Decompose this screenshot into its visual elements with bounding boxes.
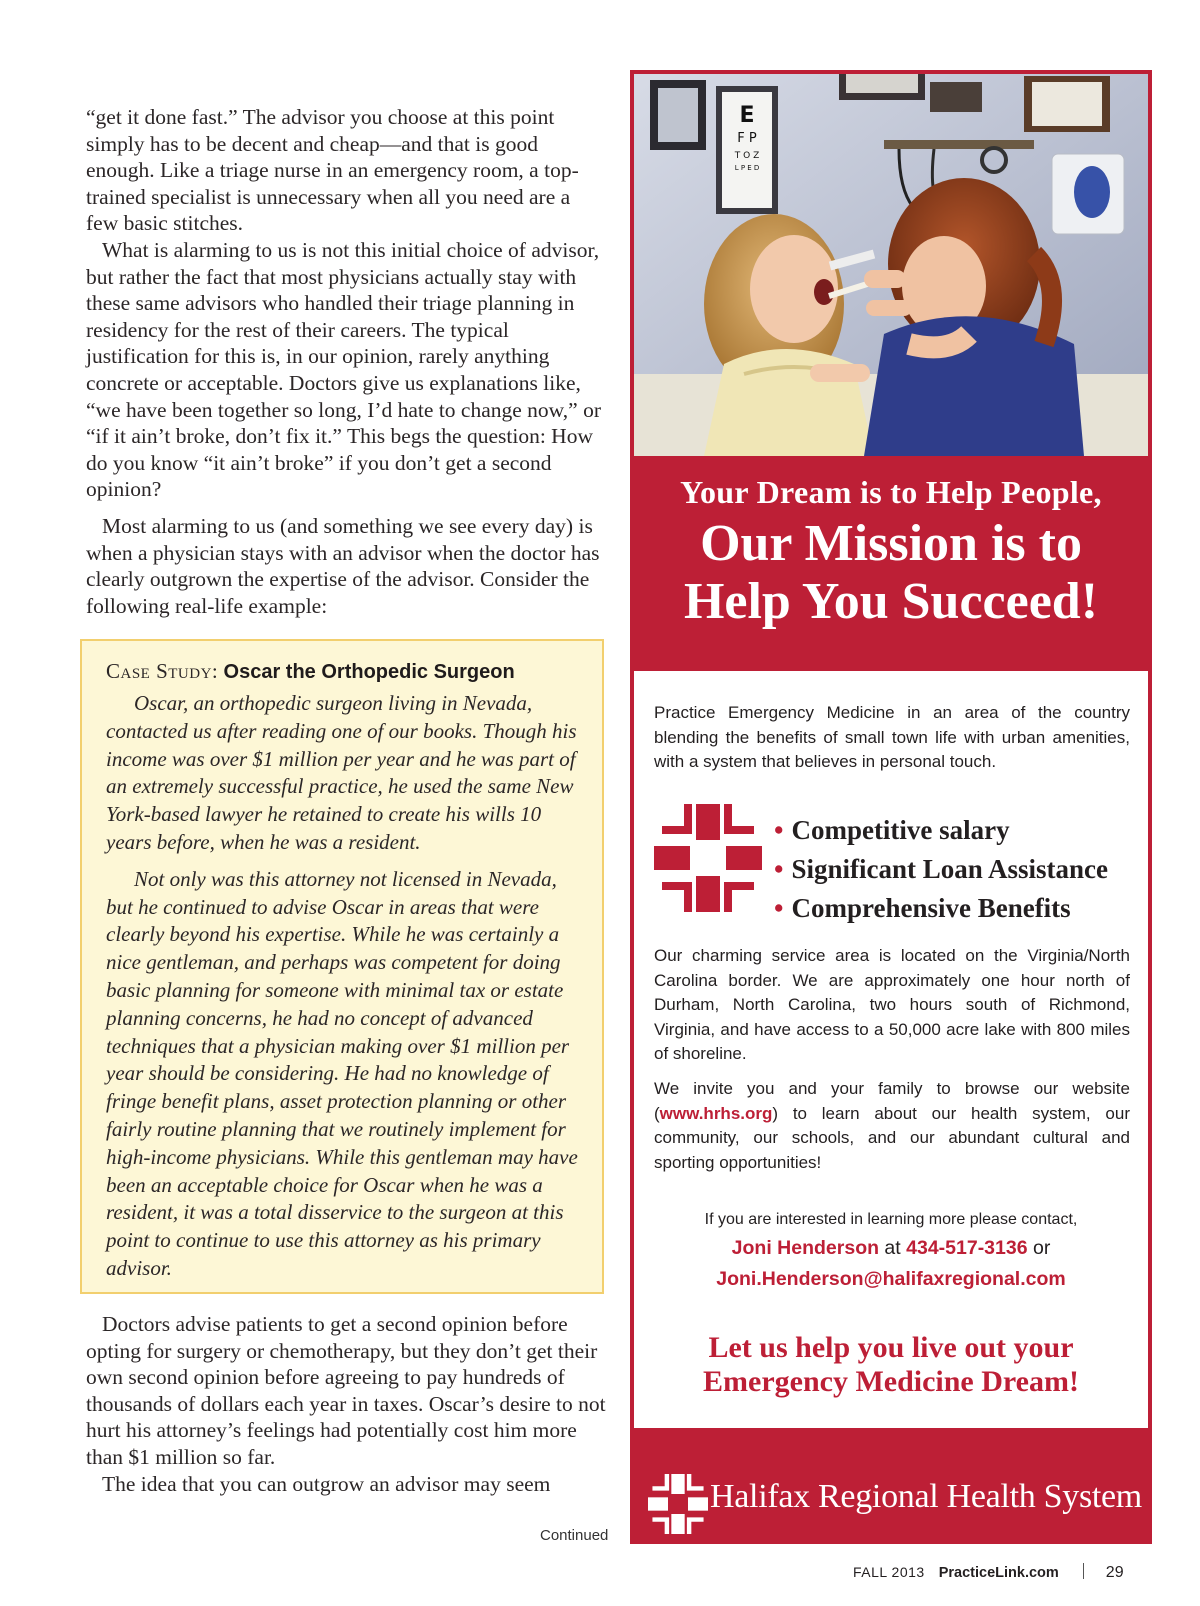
article-column-continued <box>86 1311 606 1497</box>
ad-headline-small: Your Dream is to Help People, <box>680 474 1102 510</box>
article-column <box>86 104 606 619</box>
contact-line <box>634 1237 1148 1260</box>
page-number: 29 <box>1105 1564 1124 1581</box>
contact-email-link[interactable]: Joni.Henderson@halifaxregional.com <box>716 1268 1066 1290</box>
bullet-dot-icon: • <box>774 815 784 845</box>
ad-headline <box>630 474 1152 631</box>
site-link[interactable]: PracticeLink.com <box>938 1565 1059 1581</box>
case-study-paragraph: Not only was this attorney not licensed in Nevada, but he continued to advise Oscar in areas that were clearly beyond his expertise. While he was certainly a nice gentleman, and perhaps was competent for doing basic planning for someone with minimal tax or estate planning concerns, he had no concept of advanced techniques that a physician making over $1 million per year should be considering. He had no knowledge of fringe benefit plans, asset protection planning or other fairly routine planning that we routinely implement for high-income physicians. While this gentleman may have been an acceptable choice for Oscar when he was a resident, it was a total disservice to the surgeon at this point to continue to use this attorney as his primary advisor. <box>106 866 578 1280</box>
article-paragraph: “get it done fast.” The advisor you choose at this point simply has to be decent and cheap—and that is good enough. Like a triage nurse in an emergency room, a top-trained specialist is unnecessary when all you need are a few basic stitches. <box>86 105 579 236</box>
contact-intro: If you are interested in learning more please contact, <box>704 1211 1078 1228</box>
case-study-box <box>80 639 604 1294</box>
cta-line: Emergency Medicine Dream! <box>703 1365 1079 1398</box>
ad-headline-line: Help You Succeed! <box>683 573 1099 630</box>
benefit-label: Significant Loan Assistance <box>791 854 1109 884</box>
ad-white-panel <box>634 671 1148 1428</box>
article-paragraph: The idea that you can outgrow an advisor may seem <box>102 1471 551 1496</box>
eye-chart-letter: T O Z <box>734 151 760 161</box>
halifax-cross-white-icon <box>648 1474 708 1534</box>
article-paragraph: Most alarming to us (and something we see every day) is when a physician stays with an advisor when the doctor has clearly outgrown the expertise of the advisor. Consider the following real-life example: <box>86 513 600 618</box>
ad-intro-text: Practice Emergency Medicine in an area of the country blending the benefits of small town life with urban amenities, with a system that believes in personal touch. <box>654 703 1130 771</box>
article-paragraph: What is alarming to us is not this initial choice of advisor, but rather the fact that most physicians actually stay with these same advisors who handled their triage planning in residency for the rest of their careers. The typical justification for this is, in our opinion, rarely anything concrete or acceptable. Doctors give us explanations like, “we have been together so long, I’d hate to change now,” or “if it ain’t broke, don’t fix it.” This begs the question: How do you know “it ain’t broke” if you don’t get a second opinion? <box>86 237 602 502</box>
contact-name: Joni Henderson <box>731 1237 880 1259</box>
case-study-heading <box>106 659 580 684</box>
ad-contact-block <box>634 1211 1148 1291</box>
case-study-kicker: Case Study: <box>106 659 219 683</box>
eye-chart-letter: F P <box>737 131 757 146</box>
ad-call-to-action <box>634 1331 1148 1399</box>
benefit-label: Competitive salary <box>791 815 1010 845</box>
contact-at: at <box>879 1237 907 1259</box>
case-study-paragraph: Oscar, an orthopedic surgeon living in Nevada, contacted us after reading one of our books. Though his income was over $1 million per year and he was part of an extremely successful practice, he used the same New York-based lawyer he retained to create his wills 10 years before, when he was a resident. <box>106 691 577 854</box>
halifax-cross-icon <box>654 804 762 912</box>
article-paragraph: Doctors advise patients to get a second opinion before opting for surgery or chemotherapy, but they don’t get their own second opinion before agreeing to pay hundreds of thousands of dollars each year in taxes. Oscar’s desire to not hurt his attorney’s feelings had potentially cost him more than $1 million so far. <box>86 1312 606 1469</box>
ad-organization-logo <box>630 1434 1152 1544</box>
bullet-dot-icon: • <box>774 854 784 884</box>
benefit-item <box>774 889 1108 928</box>
contact-phone[interactable]: 434-517-3136 <box>906 1237 1028 1259</box>
photo-illustration <box>634 74 1148 456</box>
footer-divider <box>1083 1563 1084 1579</box>
ad-invite-text <box>654 1077 1130 1175</box>
eye-chart-letter: E <box>739 103 755 128</box>
continued-label: Continued <box>540 1527 609 1544</box>
website-link[interactable]: www.hrhs.org <box>659 1103 773 1123</box>
ad-headline-line: Our Mission is to <box>700 515 1082 572</box>
cta-line: Let us help you live out your <box>708 1331 1074 1364</box>
case-study-title: Oscar the Orthopedic Surgeon <box>223 661 515 683</box>
benefit-item <box>774 850 1108 889</box>
ad-photo-girls-playing-doctor <box>634 74 1148 456</box>
ad-invite-post: ) to learn about our health system, our community, our schools, and our abundant cultural and sporting opportunities! <box>654 1103 1130 1172</box>
issue-label: FALL 2013 <box>853 1564 925 1580</box>
contact-email-line <box>634 1268 1148 1291</box>
contact-or: or <box>1027 1237 1051 1259</box>
benefit-item <box>774 811 1108 850</box>
ad-invite-pre: We invite you and your family to browse our website ( <box>654 1079 1130 1123</box>
ad-headline-big <box>630 515 1152 631</box>
benefit-label: Comprehensive Benefits <box>791 893 1071 923</box>
page-footer <box>853 1563 1124 1582</box>
bullet-dot-icon: • <box>774 893 784 923</box>
eye-chart-letter: L P E D <box>734 164 760 172</box>
benefits-list <box>774 811 1108 928</box>
ad-area-text: Our charming service area is located on the Virginia/North Carolina border. We are approximately one hour north of Durham, North Carolina, two hours south of Richmond, Virginia, and have access to a 50,000 acre lake with 800 miles of shoreline. <box>654 946 1130 1063</box>
organization-name: Halifax Regional Health System <box>710 1478 1142 1515</box>
halifax-advertisement <box>630 70 1152 1544</box>
